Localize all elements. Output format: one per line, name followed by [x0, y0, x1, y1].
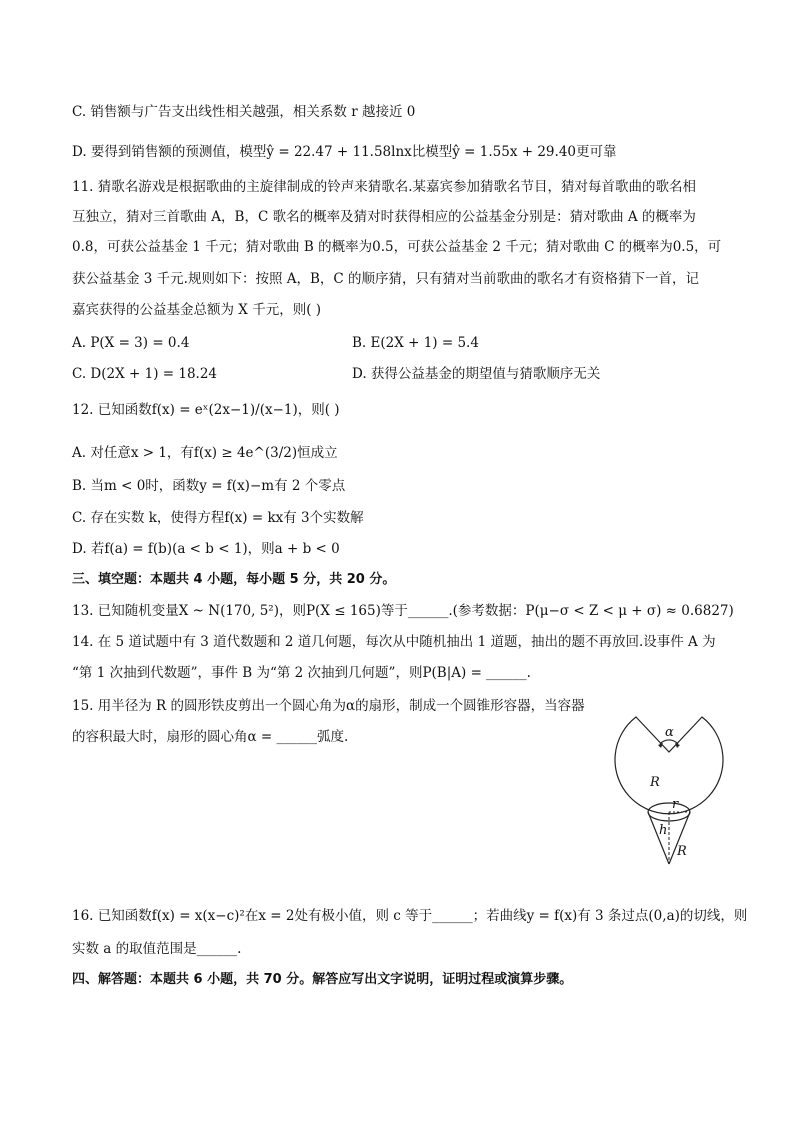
sector-radius-label: R [650, 775, 660, 790]
alpha-label: α [665, 725, 674, 740]
q14-text-line2: “第 1 次抽到代数题”，事件 B 为“第 2 次抽到几何题”，则P(B|A) = ______. [72, 665, 531, 681]
section-4-heading: 四、解答题：本题共 6 小题，共 70 分。解答应写出文字说明，证明过程或演算步骤。 [72, 972, 573, 987]
q13-text: 13. 已知随机变量X ~ N(170, 5²)，则P(X ≤ 165)等于______.(参考数据：P(μ−σ < Z < μ + σ) ≈ 0.6827) [72, 603, 734, 619]
q15-text-line2: 的容积最大时，扇形的圆心角α = ______弧度. [72, 729, 349, 745]
q11-text-line3: 0.8，可获公益基金 1 千元；猜对歌曲 B 的概率为0.5，可获公益基金 2 千元；猜对歌曲 C 的概率为0.5，可 [72, 239, 722, 255]
q12-option-b: B. 当m < 0时，函数y = f(x)−m有 2 个零点 [72, 478, 346, 494]
q16-text-line1: 16. 已知函数f(x) = x(x−c)²在x = 2处有极小值，则 c 等于______；若曲线y = f(x)有 3 条过点(0,a)的切线，则 [72, 908, 748, 924]
q12-option-a: A. 对任意x > 1，有f(x) ≥ 4e^(3/2)恒成立 [72, 445, 338, 461]
q11-text-line4: 获公益基金 3 千元.规则如下：按照 A，B，C 的顺序猜，只有猜对当前歌曲的歌名才有资格猜下一首，记 [72, 271, 700, 287]
q11-option-b: B. E(2X + 1) = 5.4 [352, 335, 479, 351]
q12-option-d: D. 若f(a) = f(b)(a < b < 1)，则a + b < 0 [72, 541, 340, 557]
q11-option-c: C. D(2X + 1) = 18.24 [72, 366, 218, 382]
q12-option-c: C. 存在实数 k，使得方程f(x) = kx有 3个实数解 [72, 510, 364, 526]
sector-cone-figure [608, 700, 730, 872]
cone-r-label: r [672, 797, 679, 812]
q15-text-line1: 15. 用半径为 R 的圆形铁皮剪出一个圆心角为α的扇形，制成一个圆锥形容器，当容器 [72, 698, 585, 714]
q16-text-line2: 实数 a 的取值范围是______. [72, 941, 242, 957]
q11-option-d: D. 获得公益基金的期望值与猜歌顺序无关 [352, 366, 601, 382]
q11-option-a: A. P(X = 3) = 0.4 [72, 335, 190, 351]
q11-text-line5: 嘉宾获得的公益基金总额为 X 千元，则( ) [72, 302, 322, 318]
section-3-heading: 三、填空题：本题共 4 小题，每小题 5 分，共 20 分。 [72, 572, 396, 587]
q11-text-line2: 互独立，猜对三首歌曲 A，B，C 歌名的概率及猜对时获得相应的公益基金分别是：猜对歌曲 A 的概率为 [72, 209, 696, 225]
option-d-q10: D. 要得到销售额的预测值，模型ŷ = 22.47 + 11.58lnx比模型ŷ = 1.55x + 29.40更可靠 [72, 144, 617, 160]
cone-h-label: h [659, 823, 668, 838]
option-c-q10: C. 销售额与广告支出线性相关越强，相关系数 r 越接近 0 [72, 104, 416, 120]
q11-text-line1: 11. 猜歌名游戏是根据歌曲的主旋律制成的铃声来猜歌名.某嘉宾参加猜歌名节目，猜对每首歌曲的歌名相 [72, 179, 697, 195]
cone-slant-label: R [677, 844, 687, 859]
q14-text-line1: 14. 在 5 道试题中有 3 道代数题和 2 道几何题，每次从中随机抽出 1 道题，抽出的题不再放回.设事件 A 为 [72, 634, 716, 650]
q12-text: 12. 已知函数f(x) = eˣ(2x−1)/(x−1)，则( ) [72, 402, 340, 418]
